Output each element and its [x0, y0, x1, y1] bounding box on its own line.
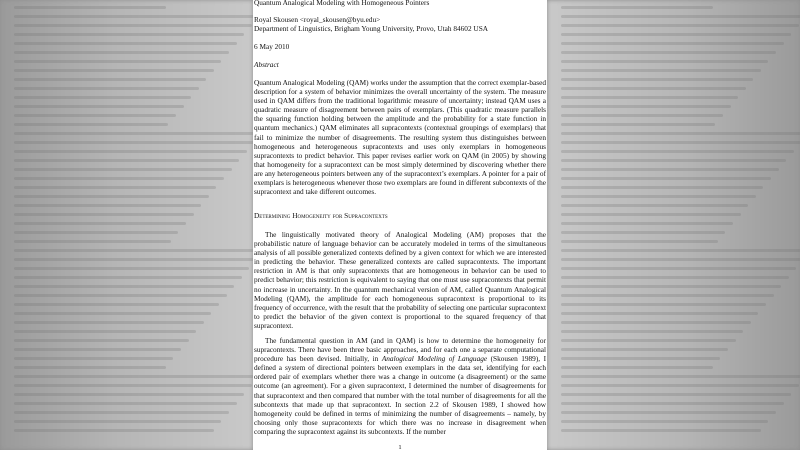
blurred-line	[14, 420, 221, 423]
blurred-line	[561, 186, 763, 189]
blurred-line	[561, 222, 733, 225]
blurred-line	[14, 258, 257, 261]
blurred-line	[14, 366, 166, 369]
blurred-line	[561, 69, 761, 72]
blurred-line	[561, 231, 725, 234]
blurred-line	[14, 78, 206, 81]
blurred-line	[561, 159, 786, 162]
blurred-line	[14, 348, 181, 351]
body-paragraph-1: The linguistically motivated theory of Analogical Modeling (AM) proposes that the probabilistic nature of language behavior can be accurately modeled in terms of the simultaneous analysis of all possible generalized contexts defined by a given context for which we are interested in predicting the behavior. These generalized contexts are called supracontexts. The important restriction in AM is that only supracontexts that are homogeneous in behavior can be used to predict behavior; this restriction is equivalent to saying that one must use supracontexts that permit no increase in uncertainty. In the quantum mechanical version of AM, called Quantum Analogical Modeling (QAM), the amplitude for each homogeneous supracontext is proportional to its frequency of occurrence, with the result that the probability of selecting one particular supracontext to predict the behavior of the given context is proportional to the squared frequency of that supracontext.	[254, 230, 546, 330]
blurred-line	[14, 123, 168, 126]
blurred-line	[561, 240, 718, 243]
blurred-line	[14, 150, 247, 153]
blurred-line	[561, 330, 743, 333]
blurred-line	[14, 15, 259, 18]
blurred-line	[14, 159, 239, 162]
blurred-line	[561, 177, 771, 180]
blurred-line	[561, 375, 800, 378]
blurred-line	[561, 294, 774, 297]
blurred-line	[561, 213, 741, 216]
blurred-line	[14, 231, 178, 234]
blurred-line	[14, 195, 209, 198]
blurred-line	[14, 177, 224, 180]
page-number: 1	[398, 444, 402, 450]
blurred-line	[14, 357, 173, 360]
blurred-line	[14, 339, 189, 342]
blurred-line	[561, 78, 753, 81]
blurred-line	[561, 132, 800, 135]
blurred-line	[561, 87, 746, 90]
document-page	[253, 0, 547, 450]
blurred-line	[14, 402, 237, 405]
blurred-line	[561, 411, 776, 414]
background-left-text-blur	[0, 0, 253, 450]
book-title: Analogical Modeling of Language	[381, 354, 488, 364]
blurred-line	[14, 393, 244, 396]
blurred-line	[561, 249, 800, 252]
blurred-line	[14, 168, 232, 171]
blurred-line	[14, 69, 214, 72]
blurred-line	[561, 105, 731, 108]
blurred-line	[561, 312, 758, 315]
blurred-line	[14, 186, 216, 189]
blurred-line	[561, 402, 784, 405]
blurred-line	[561, 168, 779, 171]
blurred-line	[14, 294, 227, 297]
blurred-line	[14, 321, 204, 324]
blurred-line	[561, 357, 720, 360]
blurred-line	[561, 339, 736, 342]
blurred-line	[561, 366, 713, 369]
abstract-body: Quantum Analogical Modeling (QAM) works under the assumption that the correct exemplar-based description for a system of behavior minimizes the overall uncertainty of the system. The measure used in QAM differs from the traditional logarithmic measure of uncertainty; instead QAM uses a quadratic measure of disagreement between pairs of exemplars. (This quadratic measure parallels the squaring function holding between the amplitude and the probability for a state function in quantum mechanics.) QAM eliminates all supracontexts (contextual groupings of exemplars) that fail to minimize the number of disagreements. The resulting system thus distinguishes between homogeneous and heterogeneous supracontexts and uses only exemplars in homogeneous supracontexts to predict behavior. This paper revises earlier work on QAM (in 2005) by showing that homogeneity for a supracontext can be most simply determined by discovering whether there are any heterogeneous pointers between any of the supracontext’s exemplars. A pointer for a pair of exemplars is heterogeneous whenever those two exemplars are found in different subcontexts of the supracontext and take different outcomes.	[254, 78, 546, 197]
blurred-line	[14, 240, 171, 243]
date-line: 6 May 2010	[254, 42, 290, 51]
blurred-line	[14, 141, 254, 144]
blurred-line	[561, 33, 791, 36]
blurred-line	[561, 348, 728, 351]
author-line: Royal Skousen <royal_skousen@byu.edu>	[254, 15, 381, 24]
blurred-line	[14, 114, 176, 117]
blurred-line	[14, 204, 201, 207]
blurred-line	[14, 105, 184, 108]
blurred-line	[561, 420, 768, 423]
blurred-line	[14, 33, 244, 36]
blurred-line	[561, 15, 800, 18]
blurred-line	[561, 393, 791, 396]
blurred-line	[561, 96, 738, 99]
blurred-line	[561, 24, 799, 27]
blurred-line	[561, 267, 796, 270]
blurred-line	[14, 276, 242, 279]
blurred-line	[561, 150, 794, 153]
blurred-line	[14, 222, 186, 225]
paper-title: Quantum Analogical Modeling with Homogeneous Pointers	[254, 0, 430, 7]
paragraph-2-text-b: (Skousen 1989), I defined a system of directional pointers between exemplars in the data set, identifying for each ordered pair of exemplars whether there was a change in outcome (a disagreement) or the same outcome (an agreement). For a given supracontext, I determined the number of disagreements for that supracontext and then compared that number with the total number of disagreements for all the subcontexts that made up that supracontext. In section 2.2 of Skousen 1989, I showed how homogeneity could be defined in terms of minimizing the number of disagreements – namely, by choosing only those supracontexts for which there was no increase in disagreement when comparing the supracontext against its subcontexts. If the number	[254, 354, 546, 436]
blurred-line	[561, 123, 715, 126]
blurred-line	[561, 384, 799, 387]
section-heading: Determining Homogeneity for Supracontexts	[254, 211, 388, 220]
blurred-line	[14, 285, 234, 288]
blurred-line	[14, 429, 214, 432]
blurred-line	[561, 6, 713, 9]
blurred-line	[14, 6, 166, 9]
blurred-line	[561, 204, 748, 207]
body-paragraph-2	[254, 336, 546, 436]
blurred-line	[14, 51, 229, 54]
blurred-line	[14, 96, 191, 99]
blurred-line	[14, 132, 262, 135]
blurred-line	[14, 249, 264, 252]
abstract-heading: Abstract	[254, 60, 279, 69]
blurred-line	[14, 213, 194, 216]
blurred-line	[14, 87, 199, 90]
blurred-line	[14, 24, 252, 27]
department-line: Department of Linguistics, Brigham Young University, Provo, Utah 84602 USA	[254, 24, 489, 33]
blurred-line	[561, 114, 723, 117]
blurred-line	[561, 429, 761, 432]
blurred-line	[561, 51, 776, 54]
blurred-line	[14, 384, 252, 387]
blurred-line	[561, 321, 751, 324]
paragraph-2-text-a: The fundamental question in AM (and in QAM) is how to determine the homogeneity for supracontexts. There have been three basic approaches, and for each one a separate computational procedure has been devised. Initially, in	[254, 336, 546, 364]
blurred-line	[561, 42, 784, 45]
blurred-line	[14, 375, 259, 378]
blurred-line	[561, 141, 800, 144]
blurred-line	[14, 330, 196, 333]
blurred-line	[14, 303, 219, 306]
blurred-line	[14, 411, 229, 414]
blurred-line	[14, 267, 249, 270]
blurred-line	[561, 303, 766, 306]
blurred-line	[561, 195, 756, 198]
blurred-line	[14, 60, 221, 63]
blurred-line	[561, 258, 800, 261]
blurred-line	[561, 276, 789, 279]
blurred-line	[14, 42, 237, 45]
blurred-line	[561, 60, 768, 63]
blurred-line	[14, 312, 211, 315]
blurred-line	[561, 285, 781, 288]
background-right-text-blur	[547, 0, 800, 450]
